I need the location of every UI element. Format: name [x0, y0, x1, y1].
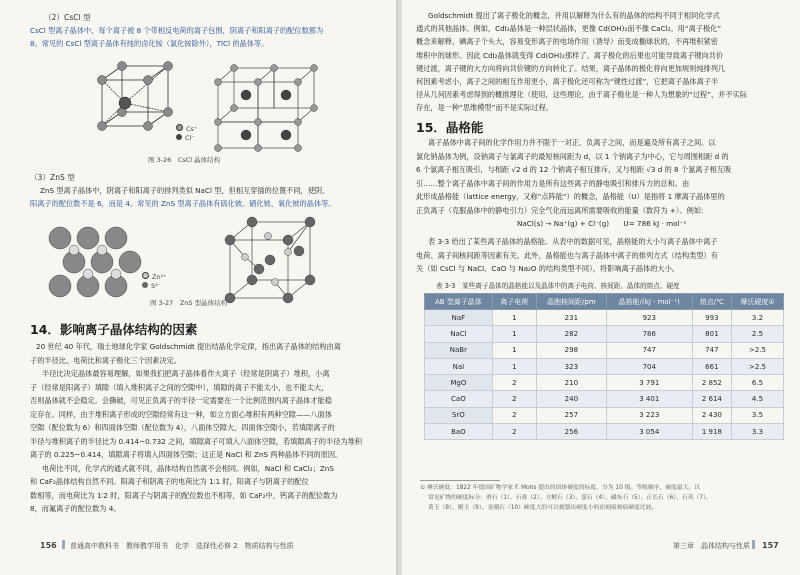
table-row — [425, 391, 784, 407]
cell: 1 — [492, 310, 536, 326]
para-line: 电荷比不同，化学式的通式就不同，晶体结构自然就不会相同。例如，NaCl 和 CaCl₂；ZnS — [42, 463, 334, 473]
fig-3-27-caption: 图 3-27 ZnS 型晶体结构 — [150, 299, 228, 307]
cscl-center-ion — [119, 97, 131, 109]
col-header: 晶格能/(kJ · mol⁻¹) — [606, 294, 692, 310]
cell: 210 — [536, 375, 606, 391]
top-line: Goldschmidt 提出了离子极化的概念，并用以解释为什么有的晶体的结构不同于相同化学式 — [428, 11, 720, 20]
para-line: 20 世纪 40 年代，瑞士地球化学家 Goldschmidt 提出结晶化学定律，指出离子晶体的结构由离 — [36, 342, 341, 351]
cell: 3 223 — [606, 407, 692, 423]
para-line: 子的半径比、电荷比和离子极化三个因素决定。 — [30, 355, 181, 365]
table-row — [425, 310, 784, 326]
cell: 1 918 — [692, 424, 731, 440]
cscl-corner-ions — [98, 62, 173, 131]
cell: 2 430 — [692, 407, 731, 423]
legend-cs: Cs⁺ — [186, 125, 198, 133]
section-zns-title: （3）ZnS 型 — [30, 173, 75, 182]
legend-cl: Cl⁻ — [185, 134, 195, 142]
lattice-line: 引……整个离子晶体中离子间的作用力是所有这些离子的静电吸引和排斥力的总和。由 — [416, 178, 690, 188]
table-row — [425, 375, 784, 391]
cell: 2 — [492, 375, 536, 391]
zns-unit-cell-ions — [225, 217, 315, 303]
cell: 257 — [536, 407, 606, 423]
cell: 323 — [536, 358, 606, 374]
cell: 747 — [606, 342, 692, 358]
cell: >2.5 — [732, 342, 784, 358]
table-row — [425, 358, 784, 374]
cscl-cube-left — [102, 66, 168, 126]
cell: 3 791 — [606, 375, 692, 391]
cell: 3.3 — [732, 424, 784, 440]
cscl-line-2: 8。常见的 CsCl 型离子晶体有纯的卤化铵（氯化铵除外），TlCl 的晶体等。 — [30, 39, 269, 48]
top-line: 径从几何因素考虑得到的概推理化（使用，这些理论，由于离子极化是一种人为想象的“过程”，并不实际 — [416, 90, 747, 100]
cell: 4.5 — [732, 391, 784, 407]
cell: 3 401 — [606, 391, 692, 407]
post-line: 关（如 CsCl 与 NaCl、CaO 与 Na₂O 的结构类型不同），将影响离子晶体的大小。 — [416, 264, 679, 273]
legend-s: S²⁻ — [151, 282, 162, 290]
cscl-legend — [176, 124, 197, 143]
footnote-line: 常见矿物的硬度标分：滑石（1）、石膏（2）、方解石（3）、萤石（4）、磷灰石（5）、正长石（6）、石英（7）、 — [428, 495, 712, 501]
top-line: 堆积中的球形。因此 CdI₂晶体就变得 Cd(OH)₂那样了。离子极化的后果也可能导致离子键向共价 — [416, 50, 724, 60]
zns-packing-model — [49, 227, 141, 297]
cell-crystal: NaBr — [425, 342, 493, 358]
cell: 1 — [492, 358, 536, 374]
table-row — [425, 342, 784, 358]
lattice-line: 氯化钠晶体为例，设钠离子与氯离子的最短核间距为 d，以 1 个钠离子为中心，它与周围相距 d 的 — [416, 151, 729, 161]
cell: 2 614 — [692, 391, 731, 407]
page-number-right: 157 — [762, 541, 779, 550]
cell-crystal: SrO — [425, 407, 493, 423]
cell: 2 — [492, 407, 536, 423]
cell: 993 — [692, 310, 731, 326]
lattice-energy-equation: NaCl(s) → Na⁺(g) + Cl⁻(g) U= 786 kJ · mol⁻¹ — [517, 219, 687, 228]
lattice-line: 正负离子（克服晶体中的静电引力）完全气化而远离所需要吸收的能量（数符为 +）。例如： — [416, 205, 709, 215]
cell: 801 — [692, 326, 731, 342]
cell: 2.5 — [732, 326, 784, 342]
zns-line-2: 阳离子的配位数不是 6，而是 4。常见的 ZnS 型离子晶体有硫化铍、硒化铍、氧化铍的晶体等。 — [30, 199, 336, 208]
legend-zn: Zn²⁺ — [152, 273, 167, 281]
footnote-rule — [420, 480, 500, 481]
lattice-energy-table — [424, 293, 784, 440]
cell-crystal: NaCl — [425, 326, 493, 342]
s-ion-icon — [142, 282, 148, 288]
para-line: 和 CaF₂晶体结构自然不同。阳离子和阴离子的电荷比为 1∶1 时，阳离子与阴离子的配位 — [30, 477, 309, 486]
cs-ion-icon — [176, 124, 183, 131]
para-line: 否则晶体就不会稳定。会撕破，可见正负离子的半径一定需要在一个比例范围内离子晶体才能稳 — [30, 396, 332, 405]
para-line: 8，而氟离子的配位数为 4。 — [30, 504, 121, 513]
lattice-line: 6 个氯离子相互吸引，与相距 √2 d 的 12 个钠离子相互排斥，又与相距 √3 d 的 8 个氯离子相互吸 — [416, 165, 732, 174]
right-page — [402, 0, 800, 575]
cell: 661 — [692, 358, 731, 374]
cell: 1 — [492, 326, 536, 342]
cell-crystal: NaI — [425, 358, 493, 374]
col-header: 离子电荷 — [492, 294, 536, 310]
cl-ion-icon — [176, 134, 182, 140]
cell: 240 — [536, 391, 606, 407]
top-line: 存在，是一种“思维模型”而不是实际过程。 — [416, 103, 553, 113]
top-line: 概念来解释，碘离子个头大，容易变形离子的电场作用（诱导）而变成椭球状的，不再堆积紧密 — [416, 37, 718, 47]
footnote-line: ① 摩氏硬度：1822 年德国矿物学家 F. Mohs 提出的固体硬度的标度，分为 10 级。等级顺序，硬度最大。以 — [420, 485, 700, 491]
zns-legend — [142, 272, 167, 291]
top-line: 通式的其他晶体。例如，CdI₂晶体是一种层状晶体，更像 Cd(OH)₂而不像 CaCl₂。用“离子极化” — [416, 24, 722, 34]
cell: 704 — [606, 358, 692, 374]
top-line: 何因素考虑小，离子之间的相互作用更小，离子极化还可称为“键性过渡”，它把离子晶体离子半 — [416, 77, 719, 86]
section-15-heading: 15．晶格能 — [416, 120, 484, 135]
table-row — [425, 326, 784, 342]
footnote-line: 黄玉（8）、刚玉（9）、金刚石（10）硬度大的可以刻划出硬度小的而刻痕刻痕硬度比较。 — [428, 505, 658, 511]
zns-structure-figure — [30, 212, 350, 312]
footer-bar-right — [752, 540, 755, 549]
footer-bar-left — [62, 540, 65, 549]
cell: 786 — [606, 326, 692, 342]
footer-text-right: 第三章 晶体结构与性质 — [673, 542, 750, 550]
cell: 3.2 — [732, 310, 784, 326]
cell: 1 — [492, 342, 536, 358]
cell-crystal: BaO — [425, 424, 493, 440]
col-header: 摩氏硬度① — [732, 294, 784, 310]
table-3-3-caption: 表 3-3 某些离子晶体的晶格能以及晶体中的离子电荷、核间距、晶体的熔点、硬度 — [436, 282, 680, 290]
cell: 256 — [536, 424, 606, 440]
cell: 923 — [606, 310, 692, 326]
post-line: 电荷、离子间核间距等因素有关。此外，晶格能也与离子晶体中离子的排列方式（结构类型）有 — [416, 250, 718, 260]
cell: >2.5 — [732, 358, 784, 374]
fig-3-26-caption: 图 3-26 CsCl 晶体结构 — [148, 156, 221, 164]
cell-crystal: NaF — [425, 310, 493, 326]
para-line: 离子的 0.225~0.414，填隙离子将填入四面体空隙；这正是 NaCl 和 ZnS 两种晶体不同的原因。 — [30, 450, 343, 459]
para-line: 定存在。同样，由于堆积离子形成的空隙经常有这一种，如立方面心堆积有两种空隙——八面体 — [30, 409, 332, 419]
col-header: AB 型离子晶体 — [425, 294, 493, 310]
lattice-line: 此形成晶格能（lattice energy，又称“点阵能”）的概念，晶格能（U）是指将 1 摩离子晶体里的 — [416, 192, 725, 201]
cell: 298 — [536, 342, 606, 358]
footer-text-left: 普通高中教科书 教师教学用书 化学 选择性必修 2 物质结构与性质 — [70, 542, 294, 550]
cscl-line-1: CsCl 型离子晶体中，每个离子被 8 个带相反电荷的离子包围，阴离子和阳离子的配位数都为 — [30, 26, 324, 35]
zn-ion-icon — [142, 272, 149, 279]
cell: 231 — [536, 310, 606, 326]
post-line: 表 3-3 给出了某些离子晶体的晶格能。从表中的数据可见，晶格能的大小与离子晶体中离子 — [428, 237, 718, 246]
page-number-left: 156 — [40, 541, 57, 550]
cell-crystal: CaO — [425, 391, 493, 407]
left-page — [0, 0, 398, 575]
para-line: 子（经常是阳离子）填隙（填入堆积离子之间的空隙中），填隙的离子不能太小，也不能太大， — [30, 382, 329, 392]
cell: 2 — [492, 424, 536, 440]
top-line: 键过渡，离子键的大方向将向共价键的方向转化了。结果，离子晶体的极化将向更加规则纯排列几 — [416, 63, 726, 73]
zns-line-1: ZnS 型离子晶体中，阴离子和阳离子的排列类似 NaCl 型，但相互穿插的位置不同，使阴、 — [40, 186, 330, 195]
cell: 3 054 — [606, 424, 692, 440]
cscl-structure-figure — [88, 58, 328, 156]
cell: 2 — [492, 391, 536, 407]
cell: 282 — [536, 326, 606, 342]
cell: 747 — [692, 342, 731, 358]
para-line: 半径比决定晶体最容易理解，如果我们把离子晶体看作大离子（经常是阴离子）堆积，小离 — [42, 369, 330, 378]
para-line: 空隙（配位数为 6）和四面体空隙（配位数为 4），八面体空隙大，四面体空隙小，若填隙离子的 — [30, 423, 335, 432]
para-line: 半径与堆积离子的半径比为 0.414~0.732 之间，填隙离子可填入八面体空隙，若填隙离子的半径为堆积 — [30, 436, 363, 446]
para-line: 数相等，而电荷比为 1∶2 时，阳离子与阴离子的配位数也不相等，如 CaF₂中，钙离子的配位数为 — [30, 490, 338, 500]
table-row — [425, 407, 784, 423]
table-row — [425, 424, 784, 440]
col-header: 晶胞核间距/pm — [536, 294, 606, 310]
table-header-row — [425, 294, 784, 310]
cell: 2 852 — [692, 375, 731, 391]
cell: 6.5 — [732, 375, 784, 391]
col-header: 熔点/℃ — [692, 294, 731, 310]
lattice-line: 离子晶体中离子间的化学作用力并不限于一对正、负离子之间，而是遍及所有离子之间。以 — [428, 138, 716, 147]
section-cscl-title: （2）CsCl 型 — [44, 13, 91, 22]
cell: 3.5 — [732, 407, 784, 423]
section-14-heading: 14．影响离子晶体结构的因素 — [30, 322, 198, 337]
cell-crystal: MgO — [425, 375, 493, 391]
